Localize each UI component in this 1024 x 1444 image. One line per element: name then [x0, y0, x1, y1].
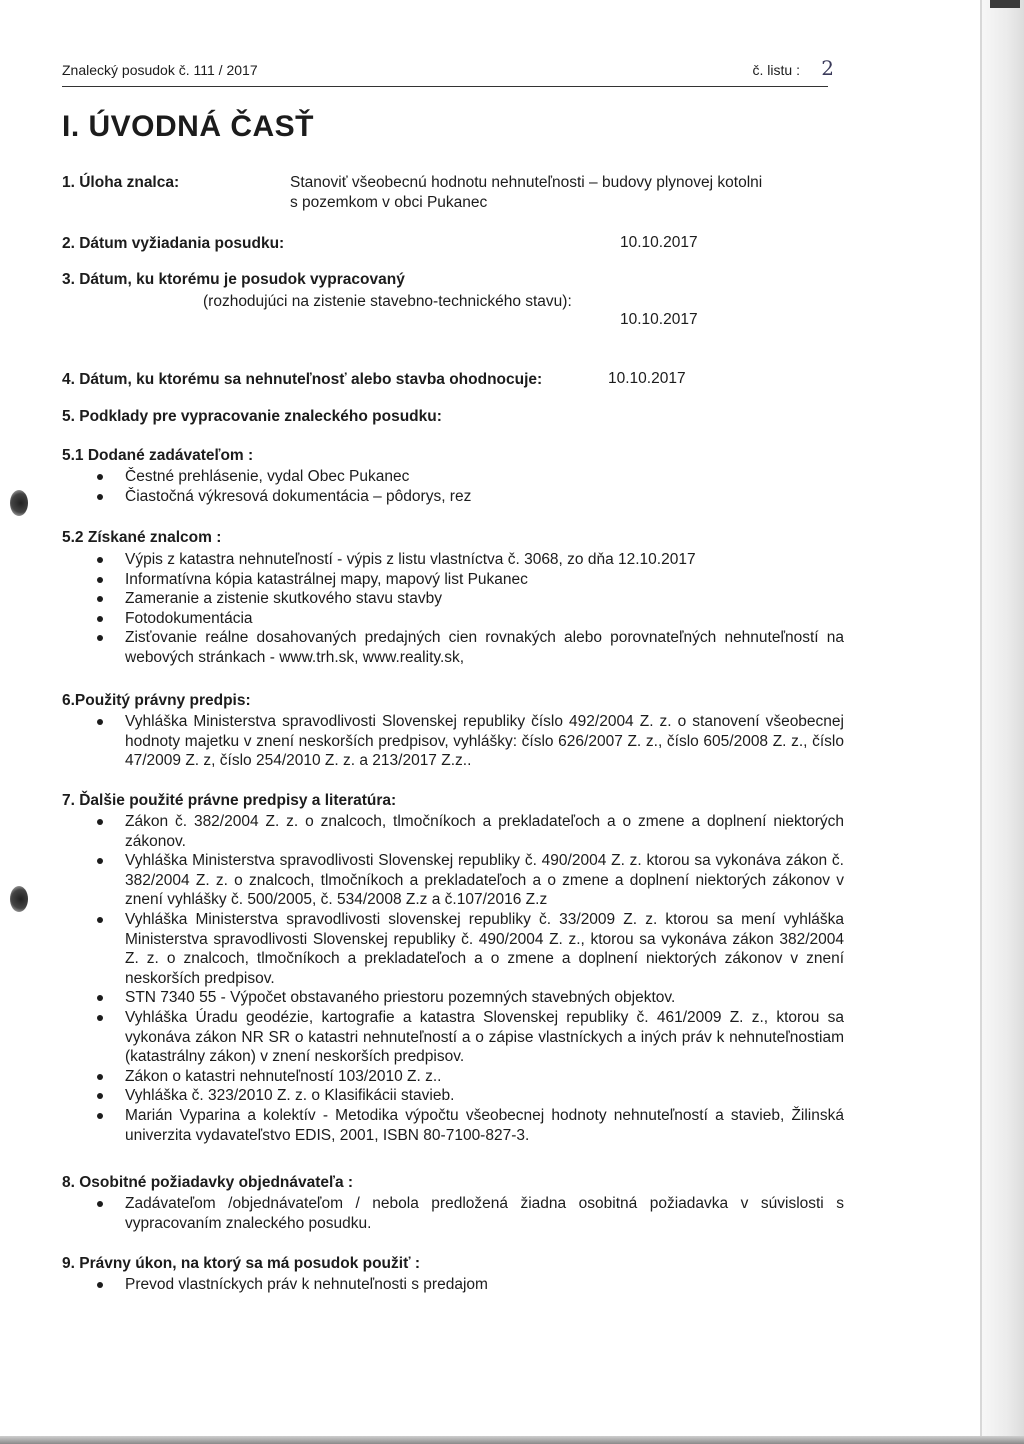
page-header [62, 52, 834, 87]
sources-client-list [62, 467, 844, 506]
list-item-text: Vyhláška Ministerstva spravodlivosti slovenskej republiky č. 33/2009 Z. z. ktorou sa mení vyhláška Ministerstva spravodlivosti Slovenskej republiky č. 490/2004 Z. z., ktorou sa vykonáva zákon 382/2004 Z. z. o znalcoch, tlmočníkoch a prekladateľoch a o zmene a doplnení niektorých zákonov v znení neskorších predpisov. [125, 910, 844, 987]
bullet-icon [97, 1201, 103, 1207]
list-item-text: Informatívna kópia katastrálnej mapy, mapový list Pukanec [125, 570, 528, 588]
task-text-line: s pozemkom v obci Pukanec [290, 194, 488, 211]
list-item-text: Zisťovanie reálne dosahovaných predajných cien rovnakých alebo porovnateľných nehnuteľností na webových stránkach - www.trh.sk, www.reality.sk, [125, 629, 844, 666]
list-item-text: STN 7340 55 - Výpočet obstavaného priestoru pozemných stavebných objektov. [125, 989, 676, 1007]
list-item [62, 1275, 844, 1295]
scan-edge [982, 0, 1024, 1444]
list-item [62, 851, 844, 910]
bullet-icon [97, 917, 103, 923]
legal-act-list [62, 1275, 844, 1295]
bullet-icon [97, 577, 103, 583]
scan-bottom-edge [0, 1436, 1024, 1444]
list-item [62, 609, 844, 629]
task-text-line: Stanoviť všeobecnú hodnotu nehnuteľnosti – budovy plynovej kotolni [290, 174, 763, 191]
legal-basis-list [62, 712, 844, 771]
list-item-text: Marián Vyparina a kolektív - Metodika výpočtu všeobecnej hodnoty nehnuteľností a stavieb, Žilinská univerzita vydavateľstvo EDIS, 2001, ISBN 80-7100-827-3. [125, 1106, 844, 1144]
scan-mark [990, 0, 1020, 8]
list-item [62, 988, 844, 1008]
sheet-label: č. listu : [752, 62, 800, 78]
bullet-icon [97, 1113, 103, 1119]
list-item [62, 570, 844, 590]
bullet-icon [97, 1015, 103, 1021]
valuation-date-label: 4. Dátum, ku ktorému sa nehnuteľnosť alebo stavba ohodnocuje: [62, 371, 543, 388]
list-item-text: Prevod vlastníckych práv k nehnuteľnosti s predajom [125, 1276, 488, 1293]
list-item [62, 910, 844, 988]
prepared-date-label: 3. Dátum, ku ktorému je posudok vypracovaný [62, 271, 405, 288]
bullet-icon [97, 635, 103, 641]
prepared-date-value: 10.10.2017 [620, 311, 698, 328]
list-item [62, 1106, 844, 1145]
list-item [62, 712, 844, 771]
list-item [62, 628, 844, 667]
list-item-text: Zákon o katastri nehnuteľností 103/2010 Z. z.. [125, 1067, 442, 1085]
bullet-icon [97, 995, 103, 1001]
sources-client-label: 5.1 Dodané zadávateľom : [62, 447, 254, 464]
list-item [62, 1067, 844, 1087]
list-item [62, 487, 844, 507]
legal-basis-label: 6.Použitý právny predpis: [62, 692, 251, 709]
document-reference: Znalecký posudok č. 111 / 2017 [62, 62, 258, 78]
punch-hole [10, 886, 28, 912]
list-item-text: Výpis z katastra nehnuteľností - výpis z listu vlastníctva č. 3068, zo dňa 12.10.2017 [125, 551, 696, 568]
list-item-text: Fotodokumentácia [125, 609, 253, 627]
client-requirements-label: 8. Osobitné požiadavky objednávateľa : [62, 1174, 354, 1191]
bullet-icon [97, 719, 103, 725]
bullet-icon [97, 596, 103, 602]
list-item-text: Vyhláška Ministerstva spravodlivosti Slovenskej republiky č. 490/2004 Z. z. ktorou sa vykonáva zákon č. 382/2004 Z. z. o znalcoch, tlmočníkoch a prekladateľoch a o zmene a doplnení niektorých zákonov v znení vyhlášky č. 500/2005, č. 534/2008 Z.z a č.107/2016 Z.z [125, 852, 844, 909]
list-item [62, 1086, 844, 1106]
list-item-text: Vyhláška Úradu geodézie, kartografie a katastra Slovenskej republiky č. 461/2009 Z. z., ktorou sa vykonáva zákon NR SR o katastri nehnuteľností a o zápise vlastníckych a iných práv k nehnuteľnostiam (katastrálny zákon) v znení neskorších predpisov. [125, 1008, 844, 1066]
list-item [62, 589, 844, 609]
request-date-label: 2. Dátum vyžiadania posudku: [62, 235, 285, 252]
punch-hole [10, 490, 28, 516]
section-title: I. ÚVODNÁ ČASŤ [62, 110, 315, 143]
legal-act-label: 9. Právny úkon, na ktorý sa má posudok použiť : [62, 1255, 420, 1272]
bullet-icon [97, 819, 103, 825]
list-item [62, 812, 844, 851]
list-item-text: Čestné prehlásenie, vydal Obec Pukanec [125, 468, 410, 485]
sources-expert-label: 5.2 Získané znalcom : [62, 529, 222, 546]
bullet-icon [97, 1074, 103, 1080]
bullet-icon [97, 494, 103, 500]
other-legislation-label: 7. Ďalšie použité právne predpisy a literatúra: [62, 792, 397, 809]
client-requirements-list [62, 1194, 844, 1233]
bullet-icon [97, 616, 103, 622]
page-number: 2 [821, 56, 834, 80]
bullet-icon [97, 557, 103, 563]
list-item-text: Vyhláška č. 323/2010 Z. z. o Klasifikácii stavieb. [125, 1087, 455, 1105]
list-item-text: Zameranie a zistenie skutkového stavu stavby [125, 590, 443, 608]
list-item [62, 550, 844, 570]
other-legislation-list [62, 812, 844, 1145]
sources-label: 5. Podklady pre vypracovanie znaleckého posudku: [62, 408, 442, 425]
sources-expert-list [62, 550, 844, 668]
list-item [62, 467, 844, 487]
list-item-text: Zákon č. 382/2004 Z. z. o znalcoch, tlmočníkoch a prekladateľoch a o zmene a doplnení niektorých zákonov. [125, 813, 844, 850]
bullet-icon [97, 1282, 103, 1288]
bullet-icon [97, 474, 103, 480]
list-item-text: Čiastočná výkresová dokumentácia – pôdorys, rez [125, 487, 472, 505]
list-item-text: Vyhláška Ministerstva spravodlivosti Slovenskej republiky číslo 492/2004 Z. z. o stanovení všeobecnej hodnoty majetku v znení neskorších predpisov, vyhlášky: číslo 626/2007 Z. z., číslo 605/2008 Z. z., číslo 47/2009 Z. z, číslo 254/2010 Z. z. a 213/2017 Z.z.. [125, 713, 844, 770]
request-date-value: 10.10.2017 [620, 234, 698, 251]
list-item [62, 1008, 844, 1067]
task-text [290, 173, 850, 213]
list-item [62, 1194, 844, 1233]
task-label: 1. Úloha znalca: [62, 174, 180, 191]
bullet-icon [97, 858, 103, 864]
bullet-icon [97, 1093, 103, 1099]
valuation-date-value: 10.10.2017 [608, 370, 686, 387]
prepared-date-note: (rozhodujúci na zistenie stavebno-technického stavu): [203, 293, 572, 310]
list-item-text: Zadávateľom /objednávateľom / nebola predložená žiadna osobitná požiadavka v súvislosti s vypracovaním znaleckého posudku. [125, 1195, 844, 1232]
